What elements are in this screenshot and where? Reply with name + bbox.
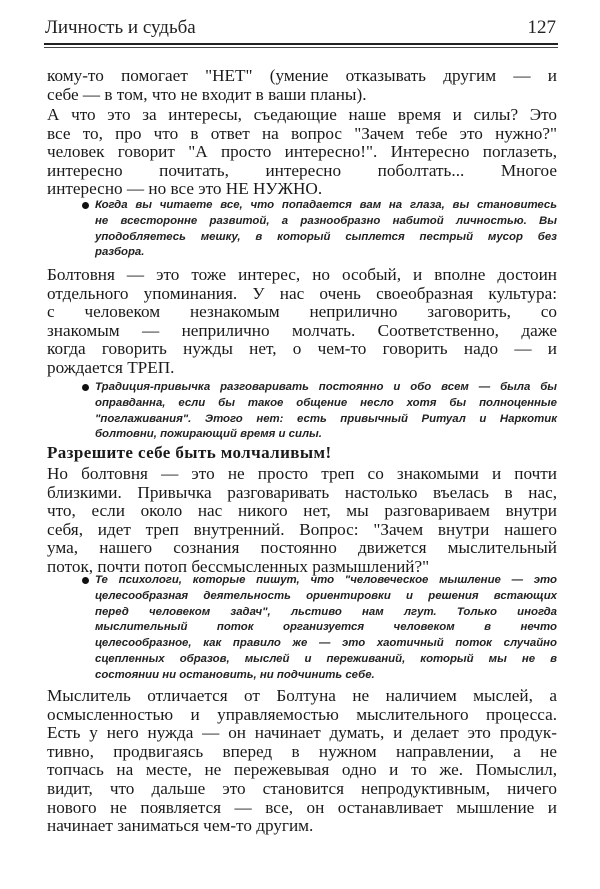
text-line: знакомым — неприлично молчать. Соответственно, даже [47,320,557,340]
note-block [95,380,557,443]
text-line: состоянии ни остановить, ни подчинить себе. [95,668,375,681]
page-number: 127 [527,17,556,38]
paragraph [47,266,557,378]
header-rule-thin [44,47,558,48]
text-line: осмысленностью и управляемостью мыслительного процесса. [47,704,557,724]
text-line: Те психологи, которые пишут, что "человеческое мышление — это [95,574,557,586]
text-line: интересно — но все это НЕ НУЖНО. [47,179,323,199]
text-line: оправданна, если бы такое общение несло хотя бы полноценные [95,396,557,409]
text-line: что, если около нас никого нет, мы разговариваем внутри [47,501,557,521]
text-line: близкими. Привычка разговаривать настолько въелась в нас, [47,482,557,502]
text-line: Разрешите себе быть молчаливым! [47,443,332,462]
text-line: разбора. [95,246,145,259]
paragraph [47,106,557,199]
note-block [95,573,557,684]
bullet-icon [82,577,89,584]
text-line: интересно почитать, интересно поболтать... Многое [47,160,557,180]
paragraph [47,687,557,836]
text-line: Болтовня — это тоже интерес, но особый, и вполне достоин [47,265,557,284]
text-line: себе — в том, что не входит в ваши планы). [47,84,367,104]
text-line: Когда вы читаете все, что попадается вам на глаза, вы становитесь [95,199,557,211]
text-line: Традиция-привычка разговаривать постоянно и обо всем — была бы [95,381,557,393]
text-line: целесообразное, как правило же — это хаотичный поток случайно [95,637,557,650]
text-line: мыслительный поток организуется человеком в нечто [95,621,557,634]
text-line: рождается ТРЕП. [47,357,175,377]
text-line: видит, что дальше это становится непродуктивным, ничего [47,778,557,798]
text-line: Но болтовня — это не просто треп со знакомыми и почти [47,464,557,483]
text-line: болтовни, пожирающий время и силы. [95,428,322,441]
text-line: кому-то помогает "НЕТ" (умение отказывать другим — и [47,66,557,85]
text-line: целесообразная деятельность ориентировки и решения встающих [95,589,557,602]
text-line: все то, про что в ответ на вопрос "Зачем тебе это нужно?" [47,123,557,143]
text-line: "поглаживания". Этого нет: есть привычный Ритуал и Наркотик [95,412,557,425]
text-line: когда говорить нужды нет, о чем-то говорить надо — и [47,339,557,359]
text-line: себя, идет треп внутренний. Вопрос: "Зачем внутри нашего [47,519,557,539]
header-rule [44,43,558,45]
text-line: перед человеком задач", льстиво нам лгут. Только иногда [95,605,557,618]
text-line: Есть у него нужда — он начинает думать, и делает это продук- [47,723,557,743]
text-line: поток, почти потоп бессмысленных размышлений?" [47,556,430,576]
note-block [95,198,557,261]
chapter-title: Личность и судьба [45,17,196,38]
text-line: нового не появляется — все, он останавливает мышление и [47,797,557,817]
section-heading [47,443,557,463]
bullet-icon [82,384,89,391]
text-line: тивно, продвигаясь вперед в нужном направлении, а не [47,741,557,761]
text-line: топчась на месте, не пережевывая одно и то же. Помыслил, [47,760,557,780]
bullet-icon [82,202,89,209]
text-line: с человеком незнакомым неприлично заговорить, со [47,302,557,322]
text-line: А что это за интересы, съедающие наше время и силы? Это [47,105,557,124]
paragraph [47,465,557,577]
text-line: сцепленных образов, мыслей и переживаний, который мы не в [95,652,557,665]
text-line: ума, нашего сознания постоянно движется мыслительный [47,538,557,558]
text-line: начинает заниматься чем-то другим. [47,816,314,836]
text-line: не всесторонне развитой, а разнообразно набитой личностью. Вы [95,214,557,227]
text-line: уподобляетесь мешку, в который сыплется пестрый мусор без [95,230,557,243]
text-line: Мыслитель отличается от Болтуна не наличием мыслей, а [47,686,557,705]
paragraph [47,67,557,104]
text-line: человек говорит "А просто интересно!". Интересно поглазеть, [47,142,557,162]
text-line: отдельного упоминания. У нас очень своеобразная культура: [47,283,557,303]
